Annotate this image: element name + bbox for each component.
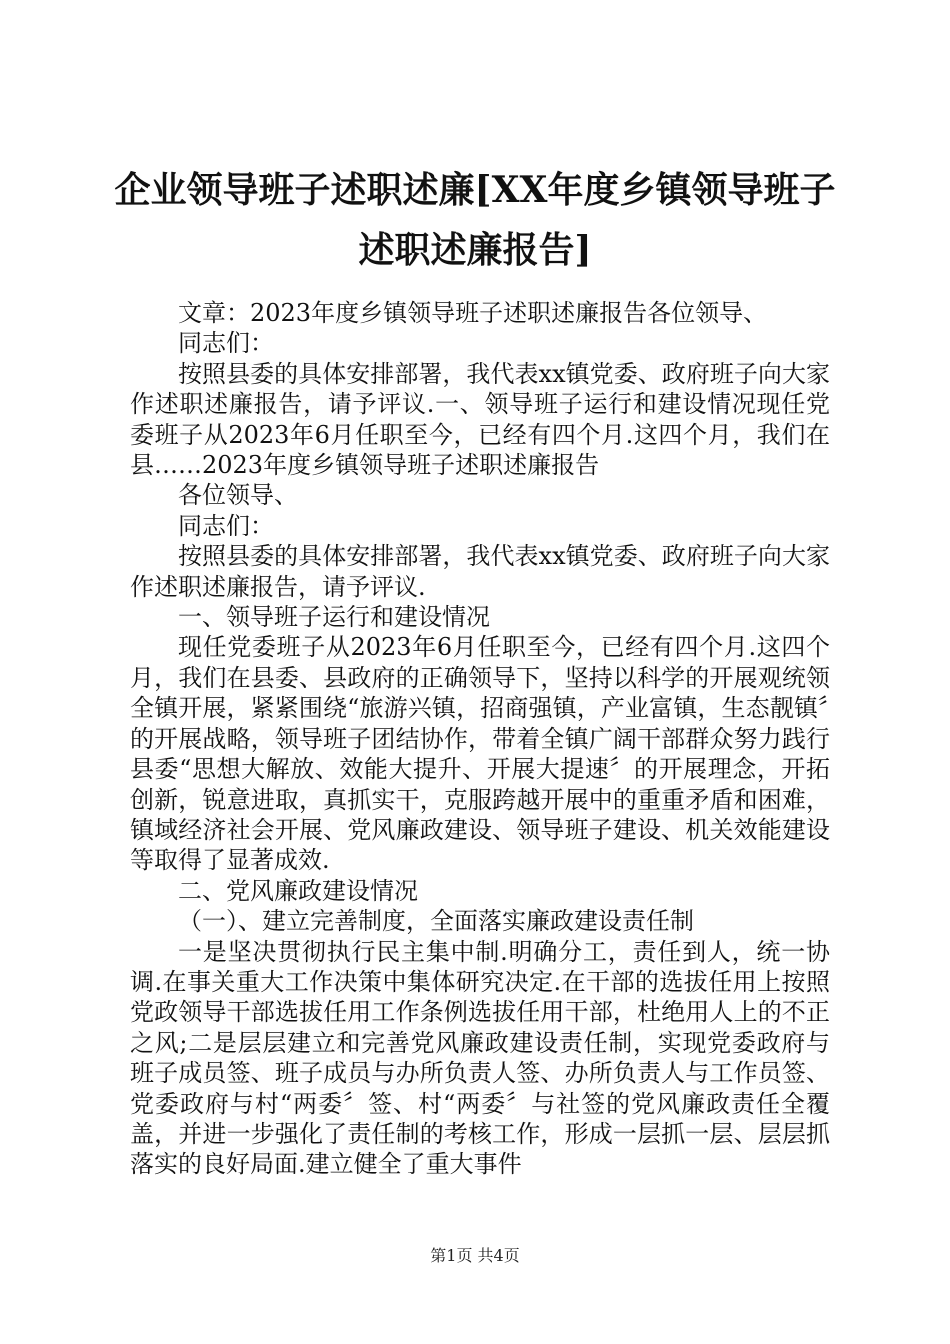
paragraph: 按照县委的具体安排部署，我代表xx镇党委、政府班子向大家作述职述廉报告，请予评议.一、领导班子运行和建设情况现任党委班子从2023年6月任职至今，已经有四个月.这四个月，我们在县……2023年度乡镇领导班子述职述廉报告 — [130, 359, 830, 480]
section-heading: 一、领导班子运行和建设情况 — [178, 603, 490, 632]
page-number-footer: 第1页 共4页 — [430, 1246, 520, 1265]
section-heading: 二、党风廉政建设情况 — [178, 876, 418, 905]
paragraph: 各位领导、 — [178, 481, 298, 510]
paragraph: 一是坚决贯彻执行民主集中制.明确分工，责任到人，统一协调.在事关重大工作决策中集体研究决定.在干部的选拔任用上按照党政领导干部选拔任用工作条例选拔任用干部，杜绝用人上的不正之风;二是层层建立和完善党风廉政建设责任制，实现党委政府与班子成员签、班子成员与办所负责人签、办所负责人与工作员签、党委政府与村“两委〞签、村“两委〞与社签的党风廉政责任全覆盖，并进一步强化了责任制的考核工作，形成一层抓一层、层层抓落实的良好局面.建立健全了重大事件 — [130, 937, 830, 1179]
paragraph: 文章：2023年度乡镇领导班子述职述廉报告各位领导、 — [178, 299, 768, 327]
subsection-heading: （一）、建立完善制度，全面落实廉政建设责任制 — [178, 907, 694, 936]
paragraph: 按照县委的具体安排部署，我代表xx镇党委、政府班子向大家作述职述廉报告，请予评议. — [130, 542, 830, 601]
paragraph: 现任党委班子从2023年6月任职至今，已经有四个月.这四个月，我们在县委、县政府的正确领导下，坚持以科学的开展观统领全镇开展，紧紧围绕“旅游兴镇，招商强镇，产业富镇，生态靓镇〞的开展战略，领导班子团结协作，带着全镇广阔干部群众努力践行县委“思想大解放、效能大提升、开展大提速〞的开展理念，开拓创新，锐意进取，真抓实干，克服跨越开展中的重重矛盾和困难，镇域经济社会开展、党风廉政建设、领导班子建设、机关效能建设等取得了显著成效. — [130, 633, 830, 875]
paragraph: 同志们： — [178, 511, 274, 540]
document-body — [130, 298, 830, 1180]
paragraph: 同志们： — [178, 329, 274, 358]
document-title: 企业领导班子述职述廉[XX年度乡镇领导班子述职述廉报告] — [114, 169, 836, 271]
